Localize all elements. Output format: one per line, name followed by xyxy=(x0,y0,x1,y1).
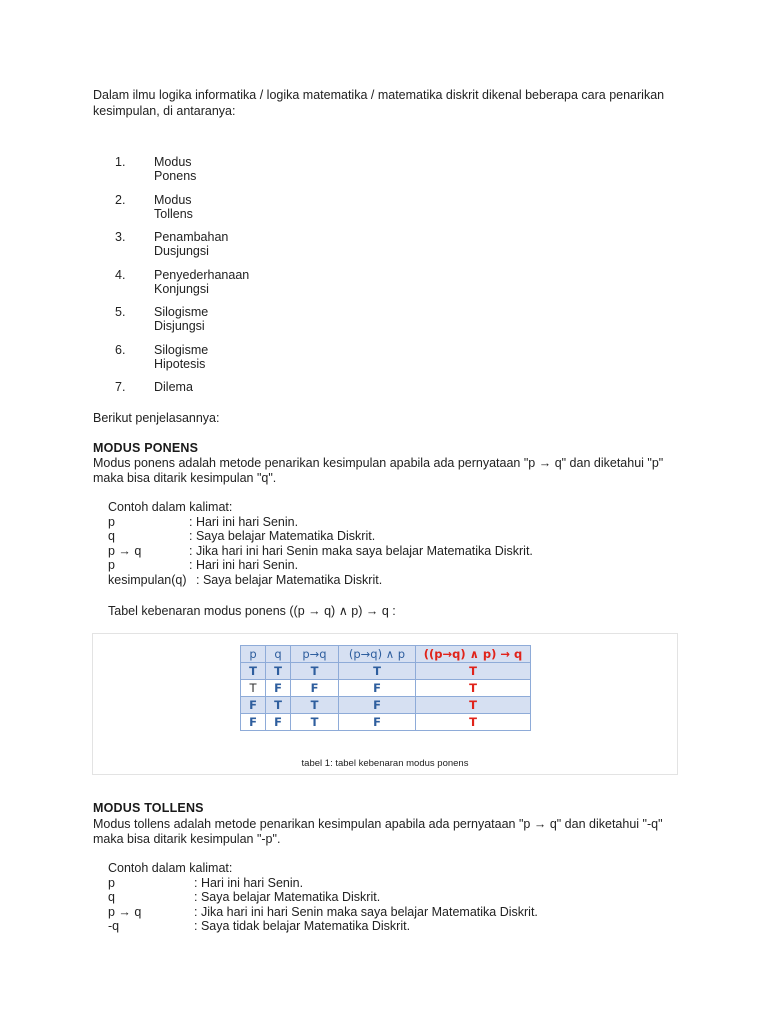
table-cell: F xyxy=(266,714,291,731)
list-number: 7. xyxy=(115,380,126,394)
list-number: 3. xyxy=(115,230,126,244)
list-label: Penyederhanaan Konjungsi xyxy=(154,268,250,296)
table-cell: F xyxy=(339,714,416,731)
table-row xyxy=(241,663,531,680)
list-number: 4. xyxy=(115,268,126,282)
list-label: Modus Ponens xyxy=(154,155,197,183)
example-label: p xyxy=(108,558,115,572)
example-text: : Jika hari ini hari Senin maka saya belajar Matematika Diskrit. xyxy=(189,544,533,558)
section-heading-tollens: MODUS TOLLENS xyxy=(93,801,204,815)
column-header: q xyxy=(266,646,291,663)
table-cell: F xyxy=(339,697,416,714)
table-cell: T xyxy=(416,680,531,697)
column-header: p→q xyxy=(291,646,339,663)
intro-paragraph: Dalam ilmu logika informatika / logika matematika / matematika diskrit dikenal beberapa cara penarikan kesimpulan, di antaranya: xyxy=(93,88,665,118)
column-header: p xyxy=(241,646,266,663)
list-label: Dilema xyxy=(154,380,193,394)
list-number: 5. xyxy=(115,305,126,319)
table-row xyxy=(241,680,531,697)
example-text: : Saya belajar Matematika Diskrit. xyxy=(189,529,376,543)
tollens-description: Modus tollens adalah metode penarikan kesimpulan apabila ada pernyataan "p → q" dan diketahui "-q" maka bisa ditarik kesimpulan "-p". xyxy=(93,817,663,846)
list-number: 2. xyxy=(115,193,126,207)
example-label: q xyxy=(108,529,115,543)
table-cell: F xyxy=(241,697,266,714)
list-label: Modus Tollens xyxy=(154,193,193,221)
ponens-example-title: Contoh dalam kalimat: xyxy=(108,500,233,514)
table-cell: T xyxy=(266,663,291,680)
example-text: : Saya belajar Matematika Diskrit. xyxy=(194,890,381,904)
example-label: p → q xyxy=(108,905,142,919)
example-label: p xyxy=(108,876,115,890)
table-cell: T xyxy=(241,663,266,680)
column-header: (p→q) ∧ p xyxy=(339,646,416,663)
table-row xyxy=(241,697,531,714)
example-text: : Jika hari ini hari Senin maka saya belajar Matematika Diskrit. xyxy=(194,905,538,919)
example-text: : Hari ini hari Senin. xyxy=(194,876,304,890)
list-number: 1. xyxy=(115,155,126,169)
table-cell: T xyxy=(416,714,531,731)
example-text: : Hari ini hari Senin. xyxy=(189,515,299,529)
example-label: p → q xyxy=(108,544,142,558)
truth-table xyxy=(240,645,531,731)
table-cell: F xyxy=(266,680,291,697)
example-text: : Saya belajar Matematika Diskrit. xyxy=(196,573,383,587)
list-label: Penambahan Dusjungsi xyxy=(154,230,229,258)
table-cell: T xyxy=(241,680,266,697)
example-text: : Hari ini hari Senin. xyxy=(189,558,299,572)
ponens-description: Modus ponens adalah metode penarikan kesimpulan apabila ada pernyataan "p → q" dan diketahui "p" maka bisa ditarik kesimpulan "q". xyxy=(93,456,664,485)
table-cell: F xyxy=(291,680,339,697)
table-cell: F xyxy=(339,680,416,697)
table-cell: T xyxy=(416,697,531,714)
ponens-table-intro: Tabel kebenaran modus ponens ((p → q) ∧ p) → q : xyxy=(108,604,396,618)
table-cell: T xyxy=(291,714,339,731)
example-label: kesimpulan(q) xyxy=(108,573,187,587)
truth-table-figure xyxy=(92,633,678,775)
table-row xyxy=(241,714,531,731)
example-label: p xyxy=(108,515,115,529)
table-cell: T xyxy=(291,697,339,714)
example-label: -q xyxy=(108,919,120,933)
table-cell: T xyxy=(416,663,531,680)
example-text: : Saya tidak belajar Matematika Diskrit. xyxy=(194,919,411,933)
explanation-intro: Berikut penjelasannya: xyxy=(93,411,220,425)
tollens-example-title: Contoh dalam kalimat: xyxy=(108,861,233,875)
section-heading-ponens: MODUS PONENS xyxy=(93,441,199,455)
list-label: Silogisme Hipotesis xyxy=(154,343,209,371)
table-cell: T xyxy=(291,663,339,680)
column-header: ((p→q) ∧ p) → q xyxy=(416,646,531,663)
table-cell: T xyxy=(339,663,416,680)
list-number: 6. xyxy=(115,343,126,357)
list-label: Silogisme Disjungsi xyxy=(154,305,209,333)
example-label: q xyxy=(108,890,115,904)
table-caption: tabel 1: tabel kebenaran modus ponens xyxy=(301,758,469,769)
table-cell: F xyxy=(241,714,266,731)
table-cell: T xyxy=(266,697,291,714)
table-header-row xyxy=(241,646,531,663)
